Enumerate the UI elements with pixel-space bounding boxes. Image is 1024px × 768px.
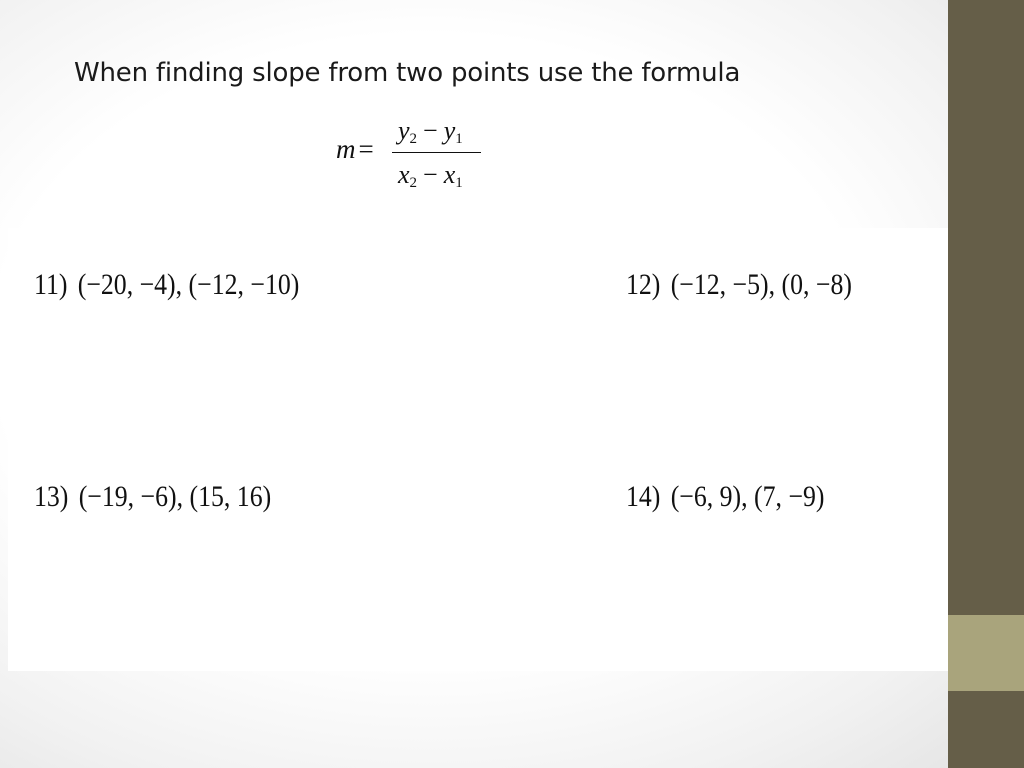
fraction-bar	[392, 152, 481, 153]
denominator-sub-a: 2	[409, 175, 418, 191]
problem-number: 13)	[34, 480, 69, 513]
numerator-var-a: y	[398, 116, 410, 145]
decorative-side-accent	[948, 615, 1024, 691]
formula-equals: =	[358, 134, 374, 164]
worksheet-image	[8, 228, 948, 671]
numerator-sub-a: 2	[409, 131, 418, 147]
numerator-var-b: y	[443, 116, 456, 145]
problem-number: 14)	[626, 480, 661, 513]
problem-number: 12)	[626, 268, 661, 301]
formula-denominator	[398, 160, 463, 192]
problem-14	[626, 480, 824, 514]
problem-points: (−20, −4), (−12, −10)	[77, 268, 300, 301]
numerator-sub-b: 1	[455, 131, 463, 147]
denominator-var-a: x	[398, 160, 410, 189]
problem-points: (−12, −5), (0, −8)	[670, 268, 852, 301]
formula-lhs	[336, 134, 374, 165]
slide-heading: When finding slope from two points use the formula	[74, 58, 741, 88]
problem-13	[34, 480, 271, 514]
problem-12	[626, 268, 852, 302]
problem-points: (−6, 9), (7, −9)	[670, 480, 825, 513]
denominator-var-b: x	[443, 160, 456, 189]
problem-points: (−19, −6), (15, 16)	[78, 480, 272, 513]
problem-number: 11)	[34, 268, 68, 301]
denominator-sub-b: 1	[455, 175, 463, 191]
problem-11	[34, 268, 299, 302]
denominator-minus: −	[423, 160, 438, 189]
numerator-minus: −	[423, 116, 438, 145]
formula-numerator	[398, 116, 463, 148]
formula-variable-m: m	[336, 134, 356, 164]
